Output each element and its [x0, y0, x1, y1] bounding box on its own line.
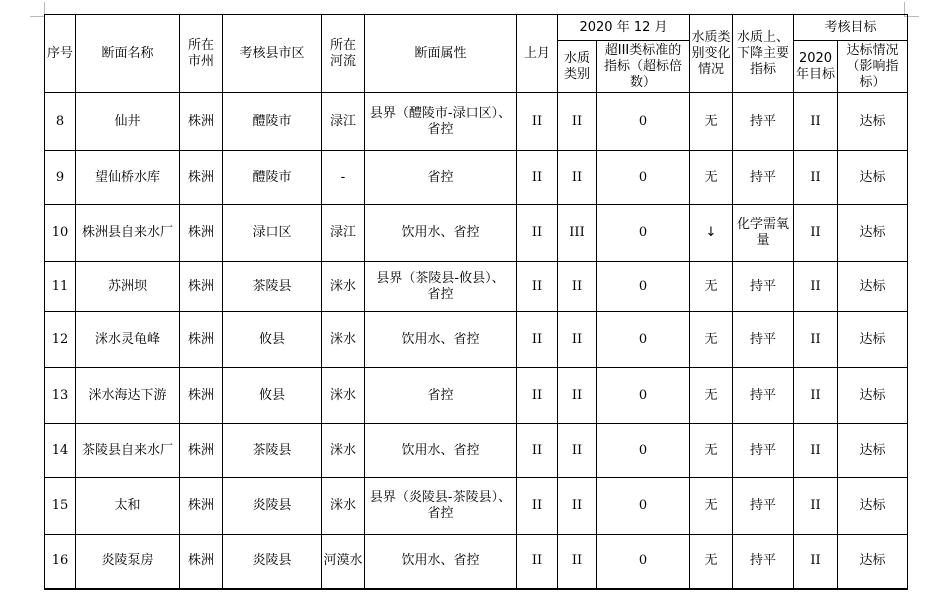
cell-seq: 16 [45, 535, 76, 589]
header-main-index: 水质上、 下降主要 指标 [733, 15, 794, 93]
cell-class-change: 无 [690, 424, 733, 478]
cell-class-change: ↓ [690, 205, 733, 262]
cell-class-change: 无 [690, 151, 733, 205]
cell-attribute: 县界（炎陵县-茶陵县）、 省控 [365, 478, 517, 535]
cell-river: 洣水 [322, 478, 365, 535]
cell-water-class: II [558, 262, 597, 312]
header-target-group: 考核目标 [794, 15, 908, 41]
cell-seq: 13 [45, 368, 76, 424]
cell-main-index: 持平 [733, 151, 794, 205]
cell-target-2020: II [794, 151, 838, 205]
table-row [45, 424, 908, 478]
header-exceed: 超III类标准的 指标（超标倍数） [597, 41, 690, 93]
header-city: 所在 市州 [180, 15, 223, 93]
cell-water-class: II [558, 312, 597, 368]
header-water-class: 水质 类别 [558, 41, 597, 93]
cell-county: 炎陵县 [223, 478, 322, 535]
header-section-name: 断面名称 [76, 15, 180, 93]
cell-status: 达标 [838, 535, 908, 589]
cell-exceed: 0 [597, 424, 690, 478]
cell-river: 河漠水 [322, 535, 365, 589]
cell-attribute: 饮用水、省控 [365, 424, 517, 478]
cell-seq: 9 [45, 151, 76, 205]
cell-last-month: II [517, 368, 558, 424]
cell-section-name: 茶陵县自来水厂 [76, 424, 180, 478]
header-seq: 序号 [45, 15, 76, 93]
cell-attribute: 县界（茶陵县-攸县）、 省控 [365, 262, 517, 312]
cell-class-change: 无 [690, 312, 733, 368]
header-attribute: 断面属性 [365, 15, 517, 93]
header-row-1 [45, 15, 908, 41]
cell-status: 达标 [838, 93, 908, 151]
cell-main-index: 持平 [733, 368, 794, 424]
cell-last-month: II [517, 93, 558, 151]
cell-city: 株洲 [180, 93, 223, 151]
cell-exceed: 0 [597, 205, 690, 262]
cell-river: - [322, 151, 365, 205]
cell-seq: 14 [45, 424, 76, 478]
cell-city: 株洲 [180, 262, 223, 312]
cell-county: 攸县 [223, 312, 322, 368]
cell-water-class: II [558, 368, 597, 424]
header-river: 所在 河流 [322, 15, 365, 93]
cell-section-name: 洣水海达下游 [76, 368, 180, 424]
header-county: 考核县市区 [223, 15, 322, 93]
cell-class-change: 无 [690, 478, 733, 535]
cell-last-month: II [517, 262, 558, 312]
page-corner-mark-left [30, 2, 45, 17]
cell-main-index: 持平 [733, 312, 794, 368]
cell-county: 茶陵县 [223, 262, 322, 312]
cell-main-index: 化学需氧 量 [733, 205, 794, 262]
table-row [45, 312, 908, 368]
table-row [45, 535, 908, 589]
cell-last-month: II [517, 478, 558, 535]
table-row [45, 205, 908, 262]
cell-city: 株洲 [180, 478, 223, 535]
cell-river: 洣水 [322, 312, 365, 368]
cell-water-class: II [558, 424, 597, 478]
cell-section-name: 株洲县自来水厂 [76, 205, 180, 262]
cell-water-class: II [558, 478, 597, 535]
cell-county: 醴陵市 [223, 151, 322, 205]
table-row [45, 262, 908, 312]
cell-river: 洣水 [322, 424, 365, 478]
cell-water-class: II [558, 535, 597, 589]
cell-section-name: 洣水灵龟峰 [76, 312, 180, 368]
cell-county: 醴陵市 [223, 93, 322, 151]
cell-seq: 10 [45, 205, 76, 262]
cell-target-2020: II [794, 368, 838, 424]
cell-city: 株洲 [180, 205, 223, 262]
cell-main-index: 持平 [733, 262, 794, 312]
cell-class-change: 无 [690, 535, 733, 589]
cell-target-2020: II [794, 93, 838, 151]
cell-county: 攸县 [223, 368, 322, 424]
cell-city: 株洲 [180, 151, 223, 205]
cell-seq: 15 [45, 478, 76, 535]
cell-class-change: 无 [690, 262, 733, 312]
cell-exceed: 0 [597, 262, 690, 312]
cell-status: 达标 [838, 424, 908, 478]
cell-attribute: 饮用水、省控 [365, 312, 517, 368]
cell-water-class: III [558, 205, 597, 262]
cell-attribute: 饮用水、省控 [365, 535, 517, 589]
cell-target-2020: II [794, 478, 838, 535]
cell-class-change: 无 [690, 368, 733, 424]
cell-target-2020: II [794, 205, 838, 262]
cell-water-class: II [558, 93, 597, 151]
cell-section-name: 仙井 [76, 93, 180, 151]
cell-target-2020: II [794, 312, 838, 368]
cell-city: 株洲 [180, 424, 223, 478]
cell-river: 洣水 [322, 262, 365, 312]
cell-status: 达标 [838, 368, 908, 424]
cell-status: 达标 [838, 151, 908, 205]
cell-main-index: 持平 [733, 424, 794, 478]
water-quality-table [44, 14, 908, 590]
header-target-2020: 2020 年目标 [794, 41, 838, 93]
cell-exceed: 0 [597, 368, 690, 424]
cell-status: 达标 [838, 262, 908, 312]
cell-exceed: 0 [597, 93, 690, 151]
cell-section-name: 苏洲坝 [76, 262, 180, 312]
cell-section-name: 望仙桥水库 [76, 151, 180, 205]
cell-exceed: 0 [597, 312, 690, 368]
cell-last-month: II [517, 312, 558, 368]
cell-last-month: II [517, 205, 558, 262]
cell-attribute: 省控 [365, 151, 517, 205]
cell-main-index: 持平 [733, 478, 794, 535]
cell-exceed: 0 [597, 478, 690, 535]
cell-exceed: 0 [597, 151, 690, 205]
cell-seq: 11 [45, 262, 76, 312]
cell-last-month: II [517, 535, 558, 589]
cell-status: 达标 [838, 478, 908, 535]
cell-water-class: II [558, 151, 597, 205]
cell-last-month: II [517, 424, 558, 478]
cell-county: 渌口区 [223, 205, 322, 262]
table-row [45, 93, 908, 151]
cell-main-index: 持平 [733, 93, 794, 151]
cell-river: 洣水 [322, 368, 365, 424]
table-row [45, 151, 908, 205]
cell-status: 达标 [838, 312, 908, 368]
cell-city: 株洲 [180, 312, 223, 368]
header-class-change: 水质类 别变化 情况 [690, 15, 733, 93]
cell-target-2020: II [794, 262, 838, 312]
cell-last-month: II [517, 151, 558, 205]
cell-river: 渌江 [322, 93, 365, 151]
cell-attribute: 饮用水、省控 [365, 205, 517, 262]
cell-county: 茶陵县 [223, 424, 322, 478]
table-row [45, 368, 908, 424]
cell-river: 渌江 [322, 205, 365, 262]
cell-city: 株洲 [180, 535, 223, 589]
cell-section-name: 太和 [76, 478, 180, 535]
cell-attribute: 省控 [365, 368, 517, 424]
cell-target-2020: II [794, 535, 838, 589]
cell-target-2020: II [794, 424, 838, 478]
table-row [45, 478, 908, 535]
cell-status: 达标 [838, 205, 908, 262]
cell-city: 株洲 [180, 368, 223, 424]
cell-section-name: 炎陵泵房 [76, 535, 180, 589]
header-status: 达标情况 （影响指标） [838, 41, 908, 93]
cell-seq: 12 [45, 312, 76, 368]
cell-main-index: 持平 [733, 535, 794, 589]
header-month-group: 2020 年 12 月 [558, 15, 690, 41]
cell-attribute: 县界（醴陵市-渌口区）、 省控 [365, 93, 517, 151]
cell-seq: 8 [45, 93, 76, 151]
cell-exceed: 0 [597, 535, 690, 589]
cell-county: 炎陵县 [223, 535, 322, 589]
header-last-month: 上月 [517, 15, 558, 93]
cell-class-change: 无 [690, 93, 733, 151]
